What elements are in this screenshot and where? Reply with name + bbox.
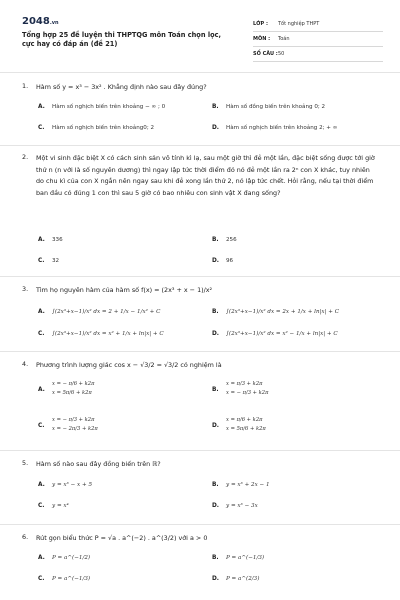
option-label: C. bbox=[38, 576, 45, 582]
option-b[interactable] bbox=[212, 104, 325, 110]
option-line: x = − π/3 + k2π bbox=[52, 417, 95, 423]
logo-main: 2048 bbox=[22, 16, 50, 27]
option-label: A. bbox=[38, 387, 45, 393]
option-label: C. bbox=[38, 503, 45, 509]
option-label: A. bbox=[38, 482, 45, 488]
option-text: P = a^(−1/2) bbox=[52, 555, 91, 561]
option-text: y = x³ + 2x − 1 bbox=[226, 482, 270, 488]
option-text: y = x³ − x + 5 bbox=[52, 482, 93, 488]
option-text: ∫(2x³+x−1)/x² dx = x² + 1/x + ln|x| + C bbox=[52, 331, 164, 337]
question-number: 6. bbox=[22, 533, 29, 541]
option-d[interactable] bbox=[212, 331, 338, 337]
option-label: A. bbox=[38, 104, 45, 110]
option-b[interactable] bbox=[212, 237, 237, 243]
option-d[interactable] bbox=[212, 258, 233, 264]
option-c[interactable] bbox=[38, 125, 154, 131]
option-a[interactable] bbox=[38, 104, 165, 110]
question-number: 2. bbox=[22, 153, 29, 161]
option-b[interactable] bbox=[212, 555, 264, 561]
option-b[interactable] bbox=[212, 309, 339, 315]
question-4 bbox=[22, 360, 382, 448]
question-text: Rút gọn biểu thức P = √a . a^(−2) . a^(3/2) với a > 0 bbox=[36, 534, 208, 542]
option-line: x = − π/6 + k2π bbox=[52, 381, 95, 387]
meta-row-class bbox=[253, 17, 383, 32]
option-label: D. bbox=[212, 503, 220, 509]
divider bbox=[0, 450, 400, 451]
option-label: A. bbox=[38, 555, 45, 561]
option-text: Hàm số đồng biến trên khoảng 0; 2 bbox=[226, 104, 326, 110]
divider bbox=[0, 524, 400, 525]
option-lines bbox=[226, 380, 269, 398]
option-text: P = a^(2/3) bbox=[226, 576, 260, 582]
question-6 bbox=[22, 533, 382, 593]
divider bbox=[0, 351, 400, 352]
option-text: P = a^(−1/3) bbox=[52, 576, 91, 582]
option-c[interactable] bbox=[38, 416, 98, 434]
option-b[interactable] bbox=[212, 380, 269, 398]
question-text: Hàm số nào sau đây đồng biến trên ℝ? bbox=[36, 460, 161, 468]
option-lines bbox=[52, 380, 95, 398]
option-text: P = a^(−1/3) bbox=[226, 555, 265, 561]
option-line: x = π/6 + k2π bbox=[226, 417, 263, 423]
divider bbox=[0, 72, 400, 73]
meta-key: LỚP : bbox=[253, 21, 268, 27]
option-label: D. bbox=[212, 258, 220, 264]
option-d[interactable] bbox=[212, 576, 259, 582]
option-c[interactable] bbox=[38, 576, 90, 582]
question-text: Một vi sinh đặc biệt X có cách sinh sản vô tính kì lạ, sau một giờ thì đẻ một lần, đặc biệt sống được tới giờ thứ n (n với là số nguyên dương) thì ngay lập tức thời điểm đó nó đẻ một lần ra 2ⁿ con X khác, tuy nhiên do chu kì của con X ngắn nên ngay sau khi đẻ xong lần thứ 2, nó lập tức chết. Hỏi rằng, nếu tại thời điểm ban đầu có đúng 1 con thì sau 5 giờ có bao nhiêu con sinh vật X đang sống? bbox=[36, 154, 375, 197]
question-3 bbox=[22, 285, 382, 347]
option-text: ∫(2x³+x−1)/x² dx = 2 + 1/x − 1/x² + C bbox=[52, 309, 161, 315]
option-c[interactable] bbox=[38, 503, 69, 509]
option-label: D. bbox=[212, 125, 220, 131]
option-label: C. bbox=[38, 258, 45, 264]
option-line: x = π/3 + k2π bbox=[226, 381, 263, 387]
meta-key: MÔN : bbox=[253, 36, 271, 42]
meta-key: SỐ CÂU : bbox=[253, 51, 278, 57]
divider bbox=[0, 276, 400, 277]
option-text: ∫(2x³+x−1)/x² dx = x² − 1/x + ln|x| + C bbox=[226, 331, 338, 337]
document-title: Tổng hợp 25 đề luyện thi THPTQG môn Toán chọn lọc, cực hay có đáp án (đề 21) bbox=[22, 31, 222, 48]
option-label: B. bbox=[212, 104, 219, 110]
meta-row-subject bbox=[253, 32, 383, 47]
site-logo[interactable] bbox=[22, 16, 59, 27]
question-number: 5. bbox=[22, 459, 29, 467]
question-text: Tìm họ nguyên hàm của hàm số f(x) = (2x³ + x − 1)/x² bbox=[36, 286, 213, 294]
option-a[interactable] bbox=[38, 555, 90, 561]
option-text: Hàm số nghịch biến trên khoảng0; 2 bbox=[52, 125, 155, 131]
question-text: Phương trình lượng giác cos x − √3/2 = √3/2 có nghiệm là bbox=[36, 361, 222, 369]
option-label: B. bbox=[212, 387, 219, 393]
option-label: D. bbox=[212, 576, 220, 582]
question-5 bbox=[22, 459, 382, 521]
option-c[interactable] bbox=[38, 331, 164, 337]
question-2 bbox=[22, 153, 382, 273]
option-text: Hàm số nghịch biến trên khoảng − ∞ ; 0 bbox=[52, 104, 166, 110]
option-label: A. bbox=[38, 237, 45, 243]
option-lines bbox=[226, 416, 266, 434]
option-label: C. bbox=[38, 125, 45, 131]
question-text: Hàm số y = x³ − 3x² . Khẳng định nào sau đây đúng? bbox=[36, 83, 207, 91]
option-d[interactable] bbox=[212, 503, 258, 509]
meta-value: 50 bbox=[278, 51, 285, 57]
option-text: y = x⁴ bbox=[52, 503, 69, 509]
option-label: B. bbox=[212, 309, 219, 315]
option-b[interactable] bbox=[212, 482, 270, 488]
option-label: A. bbox=[38, 309, 45, 315]
meta-value: Toán bbox=[278, 36, 290, 42]
option-a[interactable] bbox=[38, 309, 160, 315]
option-label: D. bbox=[212, 331, 220, 337]
divider bbox=[0, 145, 400, 146]
option-d[interactable] bbox=[212, 416, 266, 434]
option-text: Hàm số nghịch biến trên khoảng 2; + ∞ bbox=[226, 125, 338, 131]
option-line: x = 5π/6 + k2π bbox=[226, 426, 266, 432]
meta-value: Tốt nghiệp THPT bbox=[278, 21, 320, 27]
option-text: y = x³ − 3x bbox=[226, 503, 258, 509]
option-text: 336 bbox=[52, 237, 63, 243]
meta-table bbox=[253, 17, 383, 62]
logo-sub: .vn bbox=[49, 20, 59, 26]
option-d[interactable] bbox=[212, 125, 337, 131]
option-a[interactable] bbox=[38, 237, 63, 243]
option-line: x = − 2π/3 + k2π bbox=[52, 426, 98, 432]
option-line: x = 5π/6 + k2π bbox=[52, 390, 92, 396]
question-number: 4. bbox=[22, 360, 29, 368]
option-text: ∫(2x³+x−1)/x² dx = 2x + 1/x + ln|x| + C bbox=[226, 309, 339, 315]
option-text: 96 bbox=[226, 258, 234, 264]
question-1 bbox=[22, 82, 382, 142]
option-text: 256 bbox=[226, 237, 237, 243]
document-header bbox=[22, 14, 382, 66]
meta-row-count bbox=[253, 47, 383, 62]
question-number: 3. bbox=[22, 285, 29, 293]
option-label: C. bbox=[38, 423, 45, 429]
option-label: B. bbox=[212, 237, 219, 243]
option-text: 32 bbox=[52, 258, 60, 264]
option-label: B. bbox=[212, 482, 219, 488]
option-label: C. bbox=[38, 331, 45, 337]
option-lines bbox=[52, 416, 98, 434]
option-line: x = − π/3 + k2π bbox=[226, 390, 269, 396]
option-label: D. bbox=[212, 423, 220, 429]
option-label: B. bbox=[212, 555, 219, 561]
question-number: 1. bbox=[22, 82, 29, 90]
option-a[interactable] bbox=[38, 482, 92, 488]
option-a[interactable] bbox=[38, 380, 95, 398]
option-c[interactable] bbox=[38, 258, 59, 264]
